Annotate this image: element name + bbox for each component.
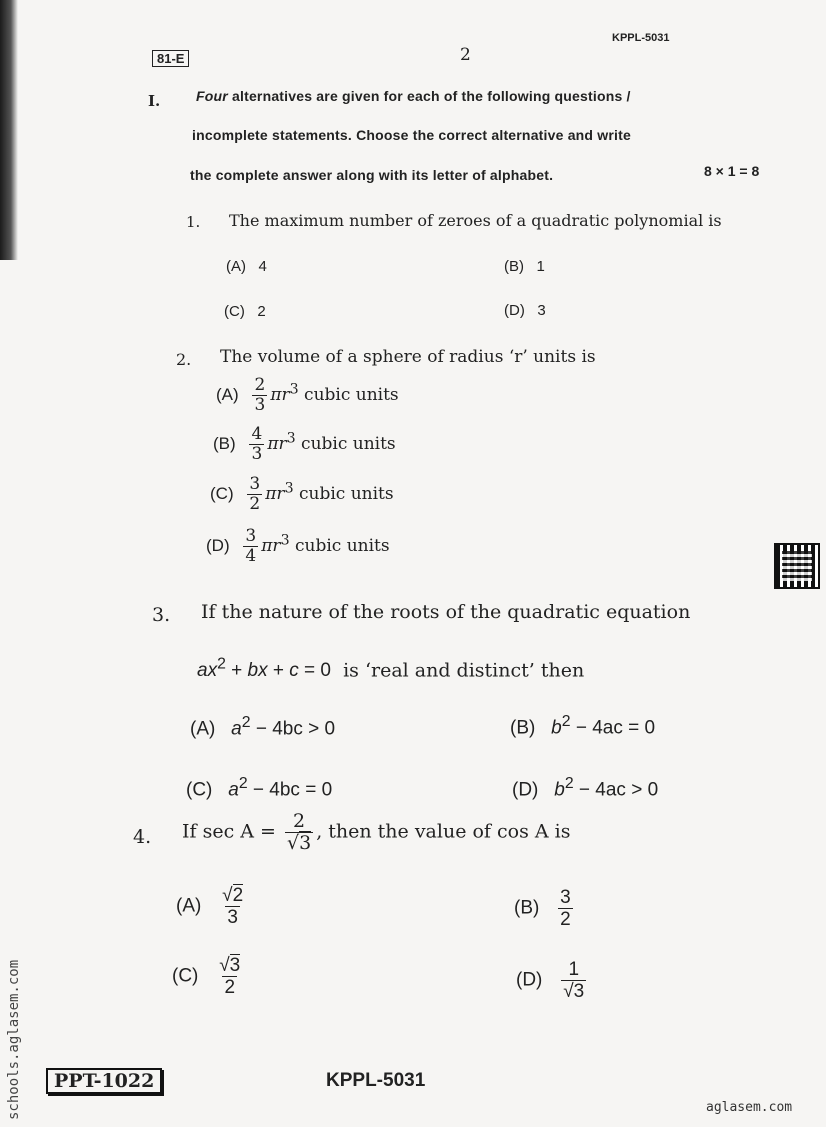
q4-b-fraction: $\frac{3}{2}$ <box>560 887 571 930</box>
code-box: 81-E <box>152 50 189 67</box>
q3-number: 3. <box>152 604 171 626</box>
q2-c-fraction: $\frac{3}{2}$ <box>249 474 261 514</box>
q2-d-fraction: $\frac{3}{4}$ <box>245 526 257 566</box>
q2-option-d: (D) $\frac{3}{4}$ $\pi r^3$ cubic units <box>206 526 390 566</box>
q4-option-d: (D) $\frac{1}{√3}$ <box>516 959 585 1002</box>
instruction-line-3: the complete answer along with its letter of alphabet. <box>190 167 554 183</box>
q1-number: 1. <box>186 213 201 231</box>
q4-sec-fraction: $\frac{2}{√3}$ <box>286 810 312 854</box>
q2-option-b: (B) $\frac{4}{3}$ $\pi r^3$ cubic units <box>213 424 396 464</box>
q3-option-d: (D) $b^2 - 4ac > 0$ <box>512 775 659 801</box>
q2-option-c: (C) $\frac{3}{2}$ $\pi r^3$ cubic units <box>210 474 394 514</box>
footer-paper-code: KPPL-5031 <box>326 1070 426 1091</box>
q2-text: The volume of a sphere of radius ‘r’ units is <box>220 347 596 367</box>
side-watermark: schools.aglasem.com <box>6 959 22 1120</box>
q3-option-b: (B) $b^2 - 4ac = 0$ <box>510 713 656 739</box>
section-number: I. <box>148 92 161 110</box>
q1-option-d: (D) 3 <box>504 302 546 319</box>
q4-option-a: (A) $\frac{√2}{3}$ <box>176 885 244 928</box>
footer-code-box: PPT-1022 <box>46 1068 162 1094</box>
q1-text: The maximum number of zeroes of a quadratic polynomial is <box>229 211 722 230</box>
qr-code-icon <box>774 543 820 589</box>
q1-option-b: (B) 1 <box>504 258 545 275</box>
site-watermark: aglasem.com <box>706 1100 793 1115</box>
q2-number: 2. <box>176 350 192 369</box>
paper-code-top: KPPL-5031 <box>612 32 670 44</box>
instruction-line-2: incomplete statements. Choose the correct alternative and write <box>192 127 631 143</box>
q4-a-fraction: $\frac{√2}{3}$ <box>222 885 244 928</box>
instruction-line-1-text: alternatives are given for each of the following questions / <box>232 88 631 104</box>
q1-option-c: (C) 2 <box>224 303 266 320</box>
q3-option-a: (A) $a^2 - 4bc > 0$ <box>190 714 336 740</box>
q2-a-fraction: $\frac{2}{3}$ <box>254 375 266 415</box>
instruction-line-1 <box>196 88 631 104</box>
q2-option-a: (A) $\frac{2}{3}$ $\pi r^3$ cubic units <box>216 375 399 415</box>
scan-shadow <box>0 0 18 260</box>
q1-option-a: (A) 4 <box>226 258 267 275</box>
q4-c-fraction: $\frac{√3}{2}$ <box>219 955 241 998</box>
q2-b-fraction: $\frac{4}{3}$ <box>251 424 263 464</box>
q4-option-b: (B) $\frac{3}{2}$ <box>514 887 571 930</box>
q4-option-c: (C) $\frac{√3}{2}$ <box>172 955 241 998</box>
q4-d-fraction: $\frac{1}{√3}$ <box>563 959 585 1002</box>
q4-number: 4. <box>133 826 152 848</box>
q3-option-c: (C) $a^2 - 4bc = 0$ <box>186 775 333 801</box>
q3-text-2: $ax^2$ + bx + c = 0 is ‘real and distinct’ then <box>197 656 585 682</box>
q4-text: If sec A = $\frac{2}{√3}$ , then the value of cos A is <box>182 810 571 854</box>
q3-text-1: If the nature of the roots of the quadratic equation <box>201 601 691 623</box>
page-number: 2 <box>460 45 471 65</box>
marks: 8 × 1 = 8 <box>704 163 760 179</box>
instruction-italic: Four <box>196 88 228 104</box>
